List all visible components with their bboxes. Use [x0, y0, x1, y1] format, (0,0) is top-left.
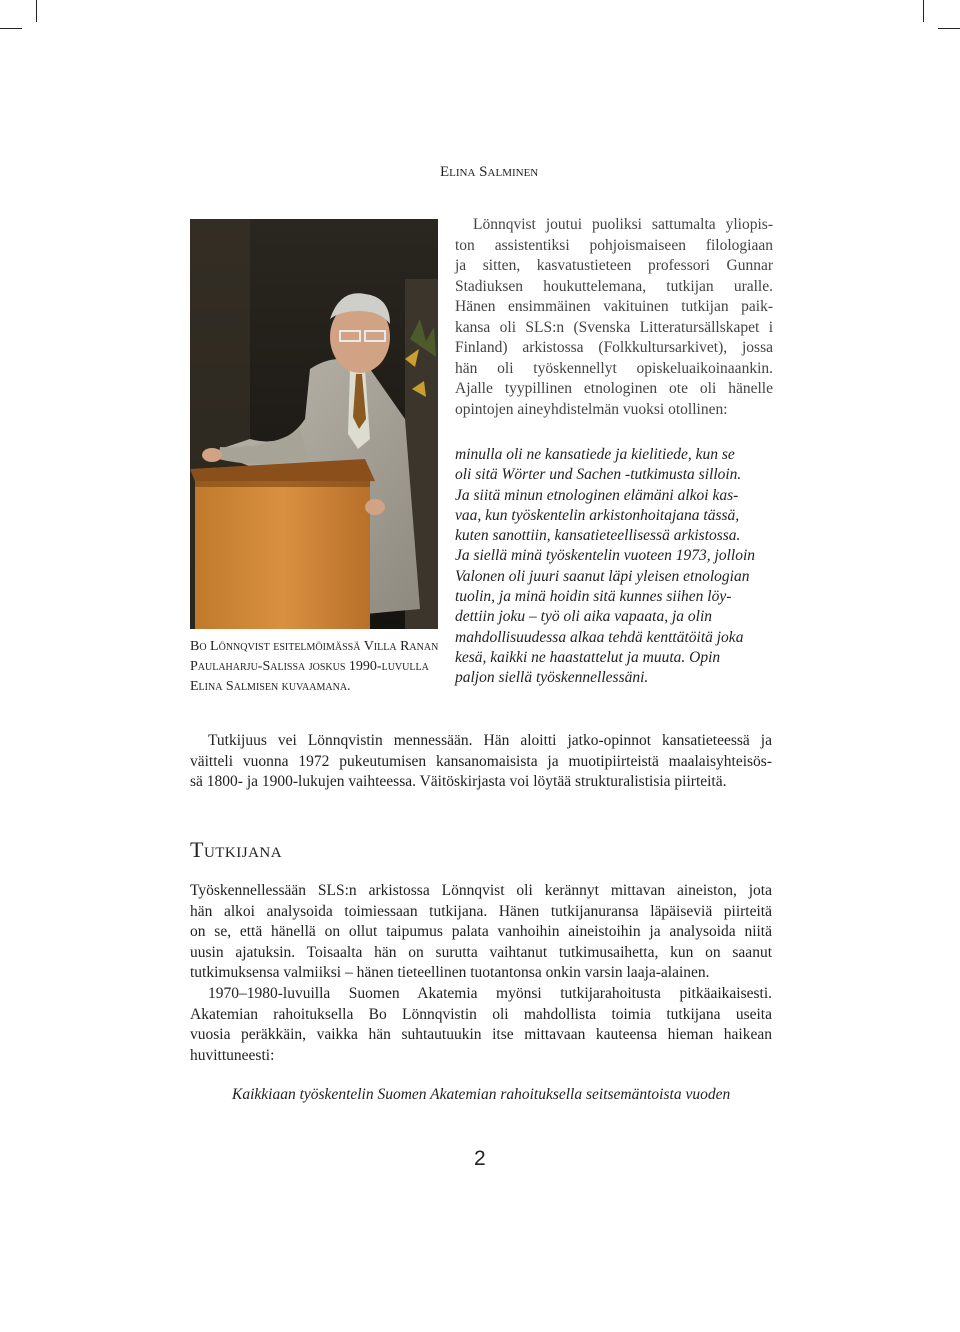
text-line: Ajalle tyypillinen etnologinen ote oli hänelle: [455, 380, 773, 397]
section-heading: Tutkijana: [190, 837, 283, 862]
paragraph-researcher: [190, 881, 772, 984]
crop-mark: [938, 28, 960, 29]
intro-paragraph: [455, 215, 773, 420]
text-line: väitteli vuonna 1972 pukeutumisen kansanomaisista ja muotipiirteistä maalaisyhteisös-: [190, 752, 772, 770]
text-line: Lönnqvist joutui puoliksi sattumalta yliopis-: [473, 216, 773, 233]
crop-mark: [0, 28, 22, 29]
quote-line: kesä, kaikki ne haastattelut ja muuta. Opin: [455, 648, 721, 666]
quote-line: kuten sanottiin, kansatieteellisessä arkistossa.: [455, 527, 741, 545]
text-line: opintojen aineyhdistelmän vuoksi otollinen:: [455, 400, 728, 418]
text-line: sä 1800- ja 1900-lukujen vaihteessa. Väitöskirjasta voi löytää strukturalistisia piirteitä.: [190, 773, 727, 790]
quote-line: Valonen oli juuri saanut läpi yleisen etnologian: [455, 567, 750, 585]
text-line: kansa oli SLS:n (Svenska Litteratursällskapet i: [455, 318, 773, 336]
text-line: hän alkoi analysoida toimiessaan tutkijana. Hänen tutkijanuransa läpäiseviä piirteitä: [190, 902, 772, 920]
text-line: Finland) arkistossa (Folkkultursarkivet), jossa: [455, 339, 773, 356]
crop-mark: [36, 0, 37, 22]
photo-illustration: [190, 219, 438, 629]
quote-line: dettiin joku – työ oli aika vapaata, ja olin: [455, 608, 713, 626]
text-line: Hänen ensimmäinen vakituinen tutkijan paik-: [455, 298, 773, 315]
quote-line: Ja siitä minun etnologinen elämäni alkoi kas-: [455, 486, 739, 504]
running-header: Elina Salminen: [440, 164, 539, 180]
text-line: uusin ajatuksin. Toisaalta hän on surutta vaihtanut tutkimusaihetta, kun on saanut: [190, 943, 772, 961]
text-line: Akatemian rahoituksella Bo Lönnqvistin oli mahdollista toimia tutkijana useita: [190, 1005, 772, 1023]
caption-line: Paulaharju-Salissa joskus 1990-luvulla: [190, 659, 429, 674]
paragraph-doctoral: [190, 731, 772, 793]
text-line: Stadiuksen houkuttelemana, tutkijan uralle.: [455, 277, 773, 295]
caption-line: Elina Salmisen kuvaamana.: [190, 679, 351, 694]
closing-quote: Kaikkiaan työskentelin Suomen Akatemian rahoituksella seitsemäntoista vuoden: [232, 1086, 731, 1103]
interview-quote: [455, 445, 756, 689]
quote-line: mahdollisuudessa alkaa tehdä kenttätöitä joka: [455, 628, 744, 646]
quote-line: oli sitä Wörter und Sachen -tutkimusta silloin.: [455, 466, 742, 484]
text-line: hän oli työskennellyt opiskeluaikoinaankin.: [455, 359, 773, 377]
text-line: huvittuneesti:: [190, 1046, 275, 1064]
crop-mark: [923, 0, 924, 22]
text-line: 1970–1980-luvuilla Suomen Akatemia myönsi tutkijarahoitusta pitkäaikaisesti.: [208, 985, 772, 1002]
text-line: ja sitten, kasvatustieteen professori Gunnar: [455, 257, 773, 274]
quote-line: tuolin, ja minä hoidin sitä kunnes siihen löy-: [455, 588, 732, 606]
text-line: Työskennellessään SLS:n arkistossa Lönnqvist oli kerännyt mittavan aineiston, jota: [190, 882, 772, 899]
caption-line: Bo Lönnqvist esitelmöimässä Villa Ranan: [190, 639, 439, 654]
text-line: tutkimuksensa valmiiksi – hänen tieteellinen tuotantonsa onkin varsin laaja-alainen.: [190, 964, 710, 981]
text-line: Tutkijuus vei Lönnqvistin mennessään. Hän aloitti jatko-opinnot kansatieteessä ja: [208, 732, 772, 749]
quote-line: paljon siellä työskennellessäni.: [455, 669, 649, 687]
text-line: ton assistentiksi pohjoismaiseen filologiaan: [455, 236, 773, 254]
quote-line: minulla oli ne kansatiede ja kielitiede, kun se: [455, 446, 735, 463]
paragraph-academy: [190, 984, 772, 1066]
quote-line: Ja siellä minä työskentelin vuoteen 1973, jolloin: [455, 547, 756, 565]
quote-line: vaa, kun työskentelin arkistonhoitajana tässä,: [455, 506, 740, 524]
text-line: on se, että hänellä on ollut taipumus palata vanhoihin aineistoihin ja analysoida niitä: [190, 923, 772, 940]
photo-caption: [190, 637, 440, 697]
text-line: vuosia peräkkäin, vaikka hän suhtautuukin itse mittavaan kauteensa hieman haikean: [190, 1026, 772, 1043]
page-number: 2: [474, 1147, 486, 1170]
lecturer-photo: [190, 219, 438, 629]
